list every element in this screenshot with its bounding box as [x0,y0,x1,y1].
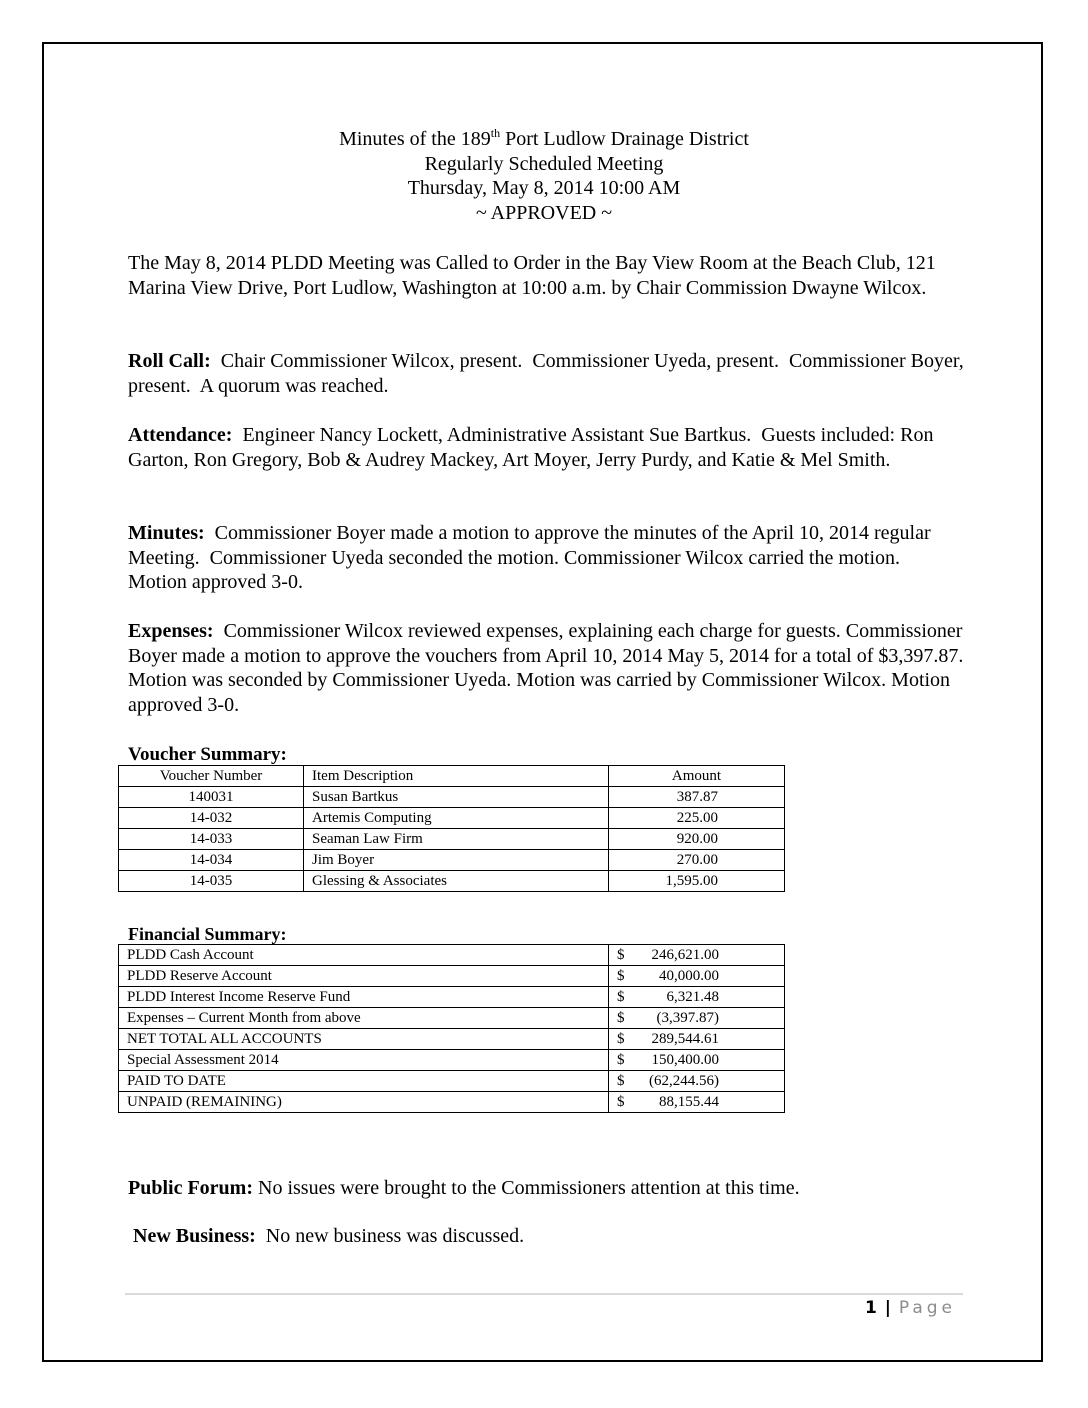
document-title [0,127,1088,225]
account-value: $ 289,544.61 [609,1029,785,1050]
column-header: Amount [609,766,785,787]
new-business-section [133,1224,973,1249]
page-number-value: 1 [864,1298,878,1318]
minutes-text: Commissioner Boyer made a motion to approve the minutes of the April 10, 2014 regular Meeting. Commissioner Uyeda seconded the motion. Commissioner Wilcox carried the motion. Motion approved 3-0. [128,522,936,593]
public-forum-text: No issues were brought to the Commissioners attention at this time. [253,1177,800,1199]
title-line-3: Thursday, May 8, 2014 10:00 AM [407,177,681,199]
account-label: PLDD Interest Income Reserve Fund [119,987,609,1008]
item-description: Glessing & Associates [304,871,609,892]
public-forum-section [128,1176,968,1201]
table-row [119,808,785,829]
account-label: PAID TO DATE [119,1071,609,1092]
roll-call-label: Roll Call: [128,350,211,372]
table-header-row [119,766,785,787]
table-row [119,966,785,987]
expenses-section [128,619,979,717]
table-row [119,1092,785,1113]
column-header: Voucher Number [119,766,304,787]
attendance-section [128,423,968,472]
account-value: $ 40,000.00 [609,966,785,987]
voucher-number: 14-034 [119,850,304,871]
amount: 387.87 [609,787,785,808]
expenses-text: Commissioner Wilcox reviewed expenses, explaining each charge for guests. Commissioner Boyer made a motion to approve the vouchers from April 10, 2014 May 5, 2014 for a total of $3,397.87. Motion was seconded by Commissioner Uyeda. Motion was carried by Commissioner Wilcox. Motion approved 3-0. [128,620,979,716]
account-label: PLDD Cash Account [119,945,609,966]
account-value: $ 6,321.48 [609,987,785,1008]
account-value: $ 88,155.44 [609,1092,785,1113]
account-value: $ (3,397.87) [609,1008,785,1029]
item-description: Susan Bartkus [304,787,609,808]
account-label: UNPAID (REMAINING) [119,1092,609,1113]
column-header: Item Description [304,766,609,787]
intro-paragraph: The May 8, 2014 PLDD Meeting was Called to Order in the Bay View Room at the Beach Club, 121 Marina View Drive, Port Ludlow, Washington at 10:00 a.m. by Chair Commission Dwayne Wilcox. [128,252,936,299]
voucher-number: 14-035 [119,871,304,892]
financial-summary-heading: Financial Summary: [128,924,287,944]
table-row [119,1071,785,1092]
roll-call-text: Chair Commissioner Wilcox, present. Commissioner Uyeda, present. Commissioner Boyer, present. A quorum was reached. [128,350,969,397]
item-description: Seaman Law Firm [304,829,609,850]
table-row [119,987,785,1008]
title-line-1: Minutes of the 189th Port Ludlow Drainage District [339,126,749,150]
page-number [865,1298,956,1318]
account-value: $ (62,244.56) [609,1071,785,1092]
account-label: PLDD Reserve Account [119,966,609,987]
amount: 270.00 [609,850,785,871]
ordinal-suffix: th [490,126,501,140]
financial-summary-table [118,944,785,1113]
page-separator: | [884,1298,892,1318]
voucher-number: 14-032 [119,808,304,829]
roll-call-section [128,349,968,398]
account-label: Expenses – Current Month from above [119,1008,609,1029]
attendance-label: Attendance: [128,424,233,446]
amount: 225.00 [609,808,785,829]
account-value: $ 150,400.00 [609,1050,785,1071]
table-row [119,1008,785,1029]
table-row [119,829,785,850]
table-row [119,871,785,892]
account-value: $ 246,621.00 [609,945,785,966]
voucher-summary-heading: Voucher Summary: [128,744,287,765]
item-description: Jim Boyer [304,850,609,871]
item-description: Artemis Computing [304,808,609,829]
minutes-label: Minutes: [128,522,205,544]
table-row [119,787,785,808]
voucher-number: 14-033 [119,829,304,850]
public-forum-label: Public Forum: [128,1177,253,1199]
amount: 1,595.00 [609,871,785,892]
expenses-label: Expenses: [128,620,214,642]
voucher-number: 140031 [119,787,304,808]
footer-divider [125,1293,963,1295]
minutes-section [128,521,968,595]
table-row [119,945,785,966]
table-row [119,1029,785,1050]
approved-status: ~ APPROVED ~ [475,201,613,224]
new-business-text: No new business was discussed. [255,1225,525,1247]
title-line-2: Regularly Scheduled Meeting [424,152,664,175]
voucher-table [118,765,785,892]
amount: 920.00 [609,829,785,850]
table-row [119,1050,785,1071]
attendance-text: Engineer Nancy Lockett, Administrative Assistant Sue Bartkus. Guests included: Ron Garton, Ron Gregory, Bob & Audrey Mackey, Art Moyer, Jerry Purdy, and Katie & Mel Smith. [128,424,939,471]
table-row [119,850,785,871]
page-word: Page [898,1298,956,1318]
new-business-label: New Business: [133,1225,256,1247]
account-label: Special Assessment 2014 [119,1050,609,1071]
account-label: NET TOTAL ALL ACCOUNTS [119,1029,609,1050]
